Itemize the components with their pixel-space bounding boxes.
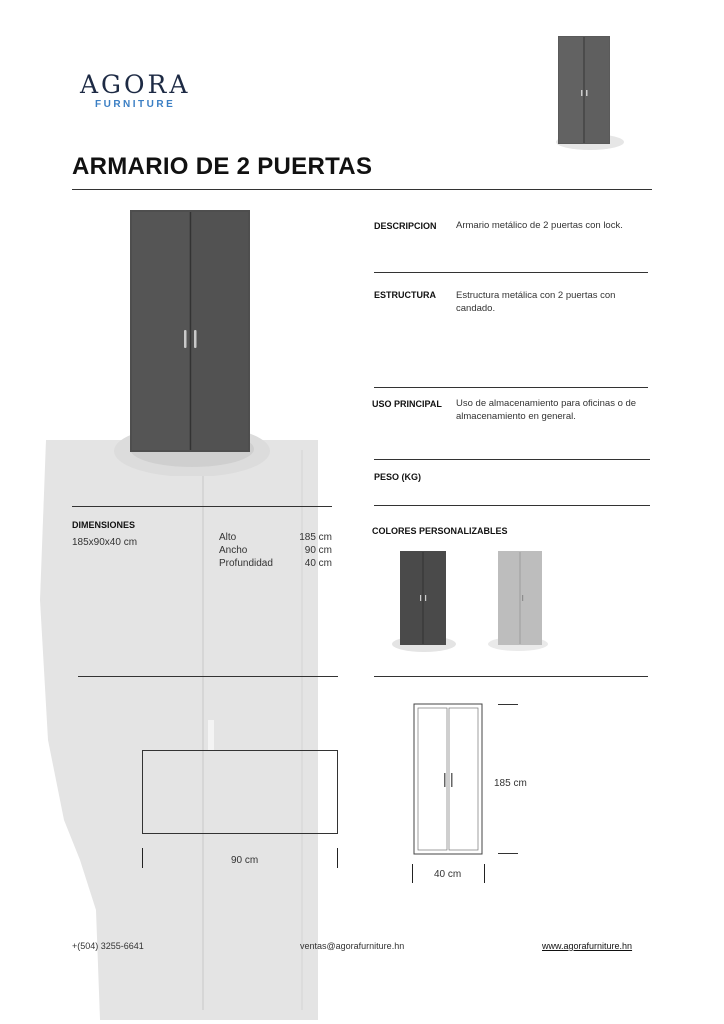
spec-label-uso-principal: USO PRINCIPAL [372,399,442,409]
color-swatch-gray [484,548,554,654]
spec-label-peso: PESO (KG) [374,472,422,482]
page-title: ARMARIO DE 2 PUERTAS [72,153,373,180]
depth-dimension-label: 40 cm [434,869,462,880]
height-dimension-label: 185 cm [494,778,527,789]
spec-label-descripcion: DESCRIPCION [374,221,437,231]
spec-divider [374,459,650,460]
brand-logo: AGORA [80,70,191,99]
depth-dimension-tick-left [412,864,413,883]
spec-value-estructura: Estructura metálica con 2 puertas con candado. [456,290,616,314]
brand-logo-sub: FURNITURE [95,99,176,110]
dimension-value-ancho: 90 cm [304,545,332,556]
dimensions-summary: 185x90x40 cm [72,537,138,548]
height-dimension-tick-bottom [498,853,518,854]
height-dimension-tick-top [498,704,518,705]
colors-label: COLORES PERSONALIZABLES [372,526,508,536]
depth-dimension-tick-right [484,864,485,883]
drawing-divider [374,676,648,677]
spec-divider [374,505,650,506]
dimension-value-profundidad: 40 cm [304,558,332,569]
footer-website-link[interactable]: www.agorafurniture.hn [542,941,633,951]
width-dimension-tick-left [142,848,143,868]
spec-label-estructura: ESTRUCTURA [374,290,436,300]
dimension-name-profundidad: Profundidad [219,558,273,569]
spec-divider [374,272,648,273]
spec-value-descripcion: Armario metálico de 2 puertas con lock. [456,220,623,231]
drawing-divider [78,676,338,677]
cabinet-main-image [108,208,278,476]
color-swatch-dark [390,548,460,654]
front-elevation-drawing [410,700,488,860]
dimension-value-alto: 185 cm [299,532,332,543]
spec-value-uso-principal: Uso de almacenamiento para oficinas o de almacenamiento en general. [456,398,637,422]
footer-email-link[interactable]: ventas@agorafurniture.hn [300,941,405,951]
width-dimension-label: 90 cm [231,855,259,866]
dimensions-label: DIMENSIONES [72,520,136,530]
dimension-name-alto: Alto [219,532,237,543]
dimension-name-ancho: Ancho [219,545,248,556]
footer-phone: +(504) 3255-6641 [72,941,144,951]
cabinet-thumbnail-image [552,34,628,154]
width-dimension-tick-right [337,848,338,868]
title-divider [72,189,652,190]
width-outline-drawing [142,750,338,834]
spec-divider [374,387,648,388]
dimensions-divider [72,506,332,507]
